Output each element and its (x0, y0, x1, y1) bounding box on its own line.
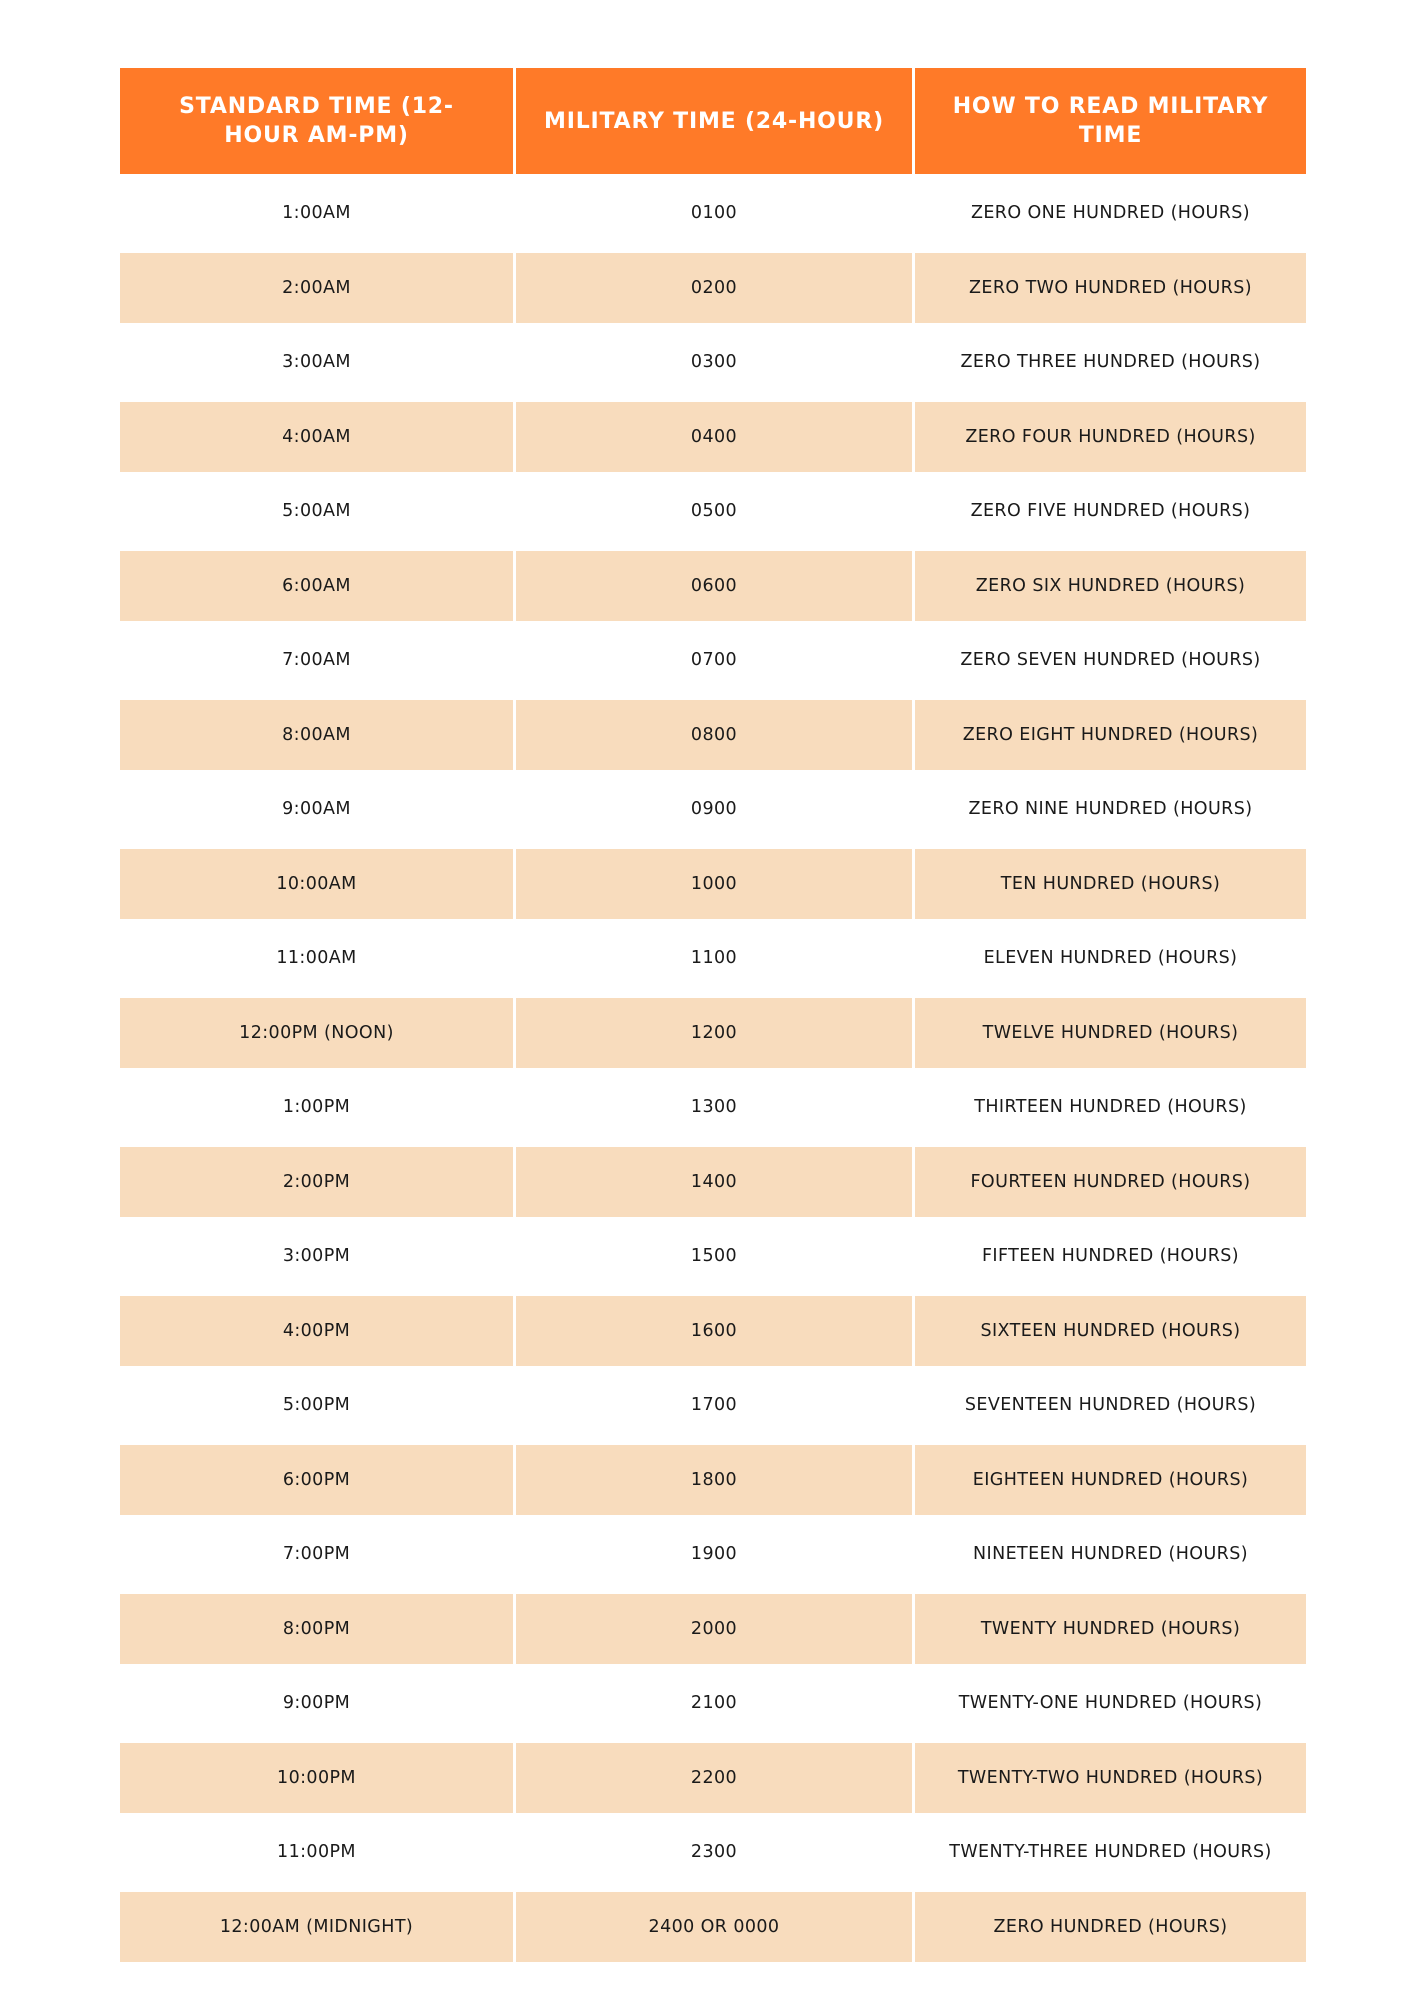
table-row (120, 1817, 1306, 1888)
header-how-to-read: HOW TO READ MILITARY TIME (915, 68, 1306, 174)
table-row (120, 1370, 1306, 1441)
cell-military-time: 0600 (516, 551, 912, 622)
cell-military-time: 1300 (516, 1072, 912, 1143)
cell-military-time: 0800 (516, 700, 912, 771)
table-row (120, 402, 1306, 473)
table-row (120, 1743, 1306, 1814)
cell-how-to-read: TWENTY-ONE HUNDRED (HOURS) (915, 1668, 1306, 1739)
cell-military-time: 0300 (516, 327, 912, 398)
cell-how-to-read: SIXTEEN HUNDRED (HOURS) (915, 1296, 1306, 1367)
table-row (120, 178, 1306, 249)
cell-military-time: 1100 (516, 923, 912, 994)
cell-standard-time: 1:00PM (120, 1072, 513, 1143)
cell-how-to-read: TWELVE HUNDRED (HOURS) (915, 998, 1306, 1069)
cell-standard-time: 11:00PM (120, 1817, 513, 1888)
cell-military-time: 2000 (516, 1594, 912, 1665)
cell-standard-time: 10:00PM (120, 1743, 513, 1814)
cell-military-time: 0100 (516, 178, 912, 249)
table-row (120, 998, 1306, 1069)
cell-military-time: 0900 (516, 774, 912, 845)
table-row (120, 1892, 1306, 1963)
cell-how-to-read: SEVENTEEN HUNDRED (HOURS) (915, 1370, 1306, 1441)
table-row (120, 1594, 1306, 1665)
table-row (120, 1668, 1306, 1739)
cell-how-to-read: FOURTEEN HUNDRED (HOURS) (915, 1147, 1306, 1218)
cell-how-to-read: ELEVEN HUNDRED (HOURS) (915, 923, 1306, 994)
cell-military-time: 1500 (516, 1221, 912, 1292)
cell-standard-time: 1:00AM (120, 178, 513, 249)
cell-standard-time: 6:00PM (120, 1445, 513, 1516)
cell-how-to-read: ZERO THREE HUNDRED (HOURS) (915, 327, 1306, 398)
cell-how-to-read: EIGHTEEN HUNDRED (HOURS) (915, 1445, 1306, 1516)
cell-how-to-read: TEN HUNDRED (HOURS) (915, 849, 1306, 920)
cell-standard-time: 10:00AM (120, 849, 513, 920)
cell-standard-time: 8:00PM (120, 1594, 513, 1665)
cell-standard-time: 9:00PM (120, 1668, 513, 1739)
header-military-time: MILITARY TIME (24-HOUR) (516, 68, 912, 174)
cell-standard-time: 4:00AM (120, 402, 513, 473)
cell-military-time: 1800 (516, 1445, 912, 1516)
table-row (120, 1147, 1306, 1218)
cell-military-time: 0400 (516, 402, 912, 473)
cell-military-time: 0200 (516, 253, 912, 324)
cell-how-to-read: TWENTY HUNDRED (HOURS) (915, 1594, 1306, 1665)
cell-military-time: 2200 (516, 1743, 912, 1814)
cell-military-time: 1700 (516, 1370, 912, 1441)
cell-military-time: 2400 OR 0000 (516, 1892, 912, 1963)
table-row (120, 774, 1306, 845)
cell-military-time: 2100 (516, 1668, 912, 1739)
cell-standard-time: 2:00PM (120, 1147, 513, 1218)
cell-standard-time: 2:00AM (120, 253, 513, 324)
table-row (120, 1221, 1306, 1292)
cell-standard-time: 8:00AM (120, 700, 513, 771)
header-standard-time: STANDARD TIME (12-HOUR AM-PM) (120, 68, 513, 174)
cell-how-to-read: ZERO HUNDRED (HOURS) (915, 1892, 1306, 1963)
cell-military-time: 1900 (516, 1519, 912, 1590)
cell-how-to-read: TWENTY-THREE HUNDRED (HOURS) (915, 1817, 1306, 1888)
cell-military-time: 1600 (516, 1296, 912, 1367)
cell-how-to-read: ZERO SIX HUNDRED (HOURS) (915, 551, 1306, 622)
table-row (120, 1519, 1306, 1590)
cell-how-to-read: ZERO FOUR HUNDRED (HOURS) (915, 402, 1306, 473)
cell-how-to-read: ZERO ONE HUNDRED (HOURS) (915, 178, 1306, 249)
cell-how-to-read: TWENTY-TWO HUNDRED (HOURS) (915, 1743, 1306, 1814)
cell-how-to-read: NINETEEN HUNDRED (HOURS) (915, 1519, 1306, 1590)
table-row (120, 1296, 1306, 1367)
table-row (120, 327, 1306, 398)
table-row (120, 551, 1306, 622)
cell-standard-time: 7:00AM (120, 625, 513, 696)
cell-how-to-read: ZERO SEVEN HUNDRED (HOURS) (915, 625, 1306, 696)
table-row (120, 1445, 1306, 1516)
cell-military-time: 1200 (516, 998, 912, 1069)
table-body (120, 178, 1306, 1962)
cell-how-to-read: ZERO NINE HUNDRED (HOURS) (915, 774, 1306, 845)
cell-standard-time: 5:00PM (120, 1370, 513, 1441)
cell-military-time: 1000 (516, 849, 912, 920)
cell-standard-time: 4:00PM (120, 1296, 513, 1367)
cell-standard-time: 12:00AM (MIDNIGHT) (120, 1892, 513, 1963)
cell-standard-time: 6:00AM (120, 551, 513, 622)
table-row (120, 923, 1306, 994)
cell-standard-time: 3:00PM (120, 1221, 513, 1292)
military-time-table (120, 68, 1306, 1962)
cell-standard-time: 12:00PM (NOON) (120, 998, 513, 1069)
cell-how-to-read: FIFTEEN HUNDRED (HOURS) (915, 1221, 1306, 1292)
cell-standard-time: 9:00AM (120, 774, 513, 845)
cell-how-to-read: ZERO TWO HUNDRED (HOURS) (915, 253, 1306, 324)
table-row (120, 1072, 1306, 1143)
cell-military-time: 2300 (516, 1817, 912, 1888)
cell-military-time: 0700 (516, 625, 912, 696)
table-header-row (120, 68, 1306, 174)
cell-standard-time: 11:00AM (120, 923, 513, 994)
cell-standard-time: 3:00AM (120, 327, 513, 398)
table-row (120, 253, 1306, 324)
table-row (120, 700, 1306, 771)
cell-how-to-read: THIRTEEN HUNDRED (HOURS) (915, 1072, 1306, 1143)
cell-standard-time: 5:00AM (120, 476, 513, 547)
cell-how-to-read: ZERO FIVE HUNDRED (HOURS) (915, 476, 1306, 547)
cell-military-time: 1400 (516, 1147, 912, 1218)
table-row (120, 625, 1306, 696)
table-row (120, 476, 1306, 547)
cell-standard-time: 7:00PM (120, 1519, 513, 1590)
cell-how-to-read: ZERO EIGHT HUNDRED (HOURS) (915, 700, 1306, 771)
table-row (120, 849, 1306, 920)
cell-military-time: 0500 (516, 476, 912, 547)
